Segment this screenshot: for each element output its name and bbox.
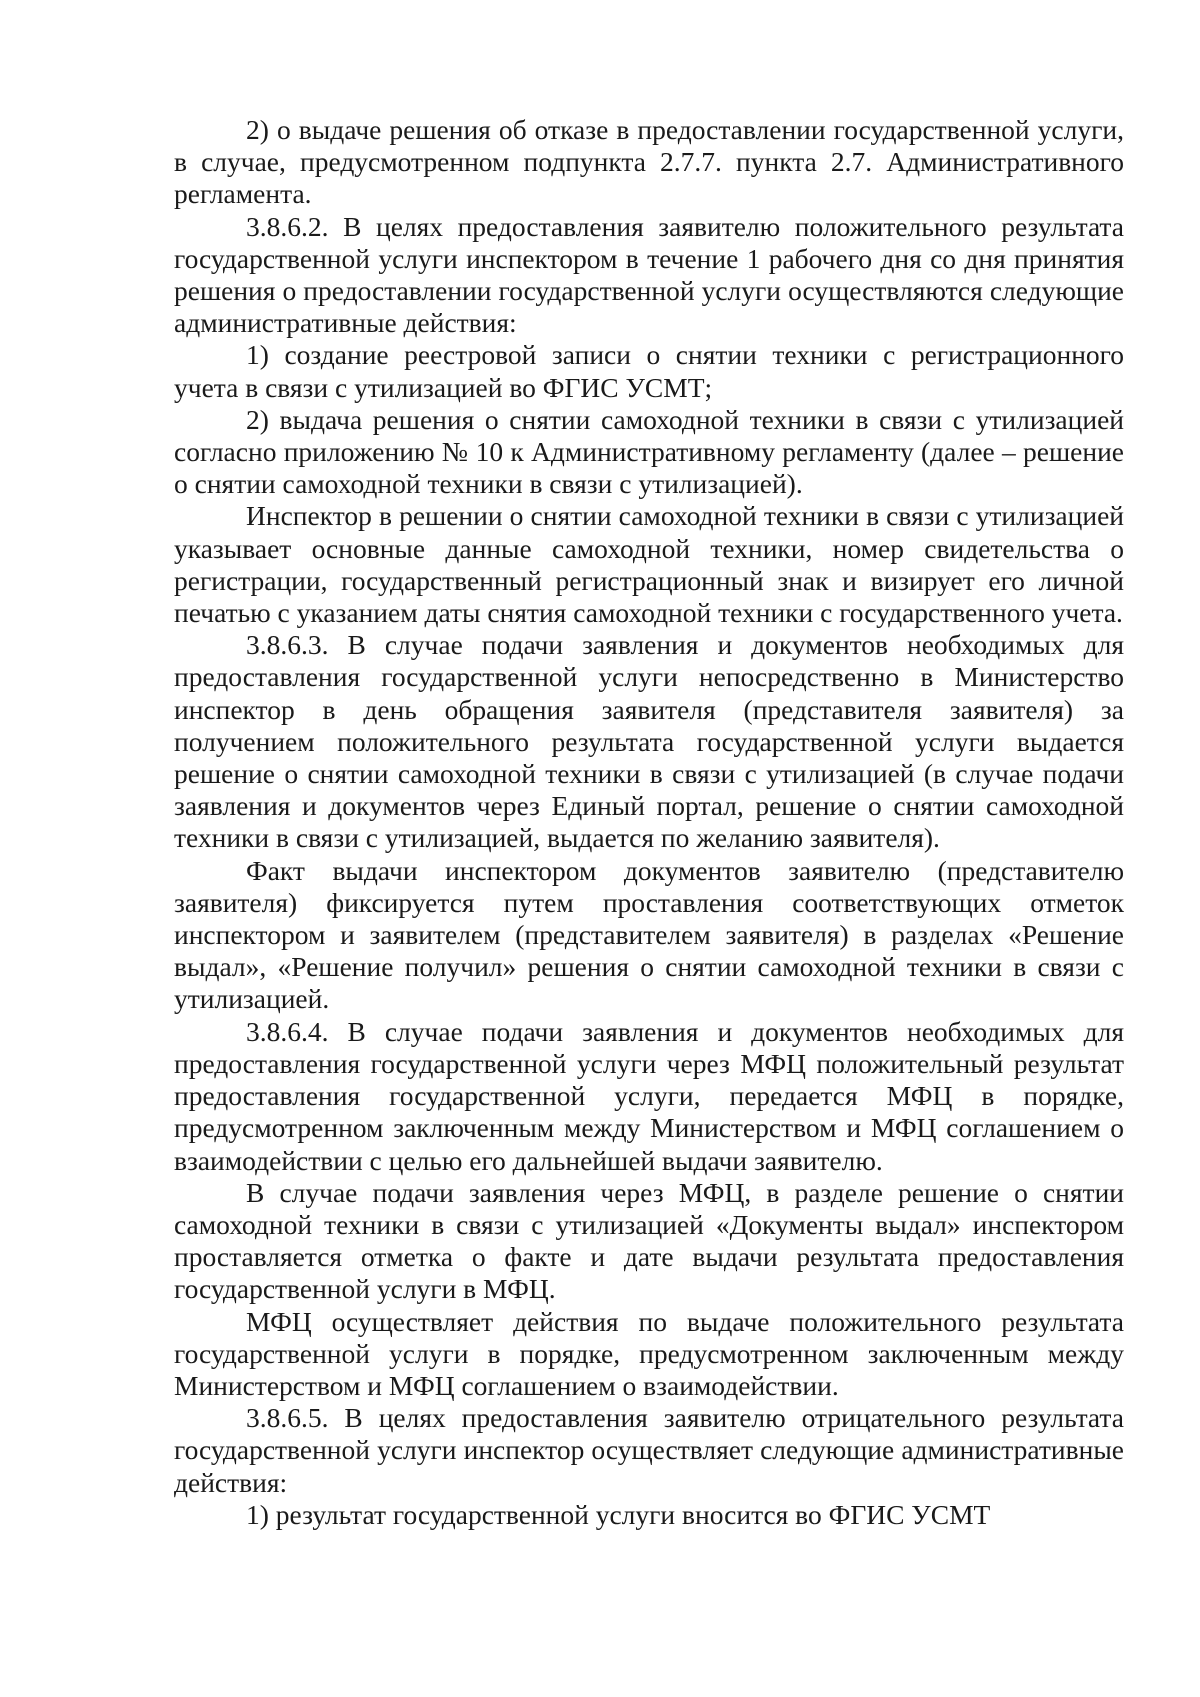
paragraph-3-8-6-4: 3.8.6.4. В случае подачи заявления и документов необходимых для предоставления государственной услуги через МФЦ положительный результат предоставления государственной услуги, передается МФЦ в порядке, предусмотренном заключенным между Министерством и МФЦ соглашением о взаимодействии с целью его дальнейшей выдачи заявителю. <box>174 1015 1124 1176</box>
paragraph-result-entry: 1) результат государственной услуги вносится во ФГИС УСМТ <box>246 1498 991 1530</box>
paragraph-issue-decision: 2) выдача решения о снятии самоходной техники в связи с утилизацией согласно приложению № 10 к Административному регламенту (далее – решение о снятии самоходной техники в связи с утилизацией). <box>174 403 1124 500</box>
paragraph-refusal-decision: 2) о выдаче решения об отказе в предоставлении государственной услуги, в случае, предусмотренном подпункта 2.7.7. пункта 2.7. Административного регламента. <box>174 114 1124 210</box>
paragraph-3-8-6-2: 3.8.6.2. В целях предоставления заявителю положительного результата государственной услуги инспектором в течение 1 рабочего дня со дня принятия решения о предоставлении государственной услуги осуществляются следующие административные действия: <box>174 210 1124 339</box>
paragraph-3-8-6-3: 3.8.6.3. В случае подачи заявления и документов необходимых для предоставления государственной услуги непосредственно в Министерство инспектор в день обращения заявителя (представителя заявителя) за получением положительного результата государственной услуги выдается решение о снятии самоходной техники в связи с утилизацией (в случае подачи заявления и документов через Единый портал, решение о снятии самоходной техники в связи с утилизацией, выдается по желанию заявителя). <box>174 629 1124 854</box>
document-page <box>174 114 1124 1531</box>
paragraph-inspector-decision: Инспектор в решении о снятии самоходной техники в связи с утилизацией указывает основные данные самоходной техники, номер свидетельства о регистрации, государственный регистрационный знак и визирует его личной печатью с указанием даты снятия самоходной техники с государственного учета. <box>174 500 1124 629</box>
paragraph-mfc-actions: МФЦ осуществляет действия по выдаче положительного результата государственной услуги в порядке, предусмотренном заключенным между Министерством и МФЦ соглашением о взаимодействии. <box>174 1305 1124 1401</box>
paragraph-mfc-submission: В случае подачи заявления через МФЦ, в разделе решение о снятии самоходной техники в связи с утилизацией «Документы выдал» инспектором проставляется отметка о факте и дате выдачи результата предоставления государственной услуги в МФЦ. <box>174 1176 1124 1305</box>
paragraph-issue-fact: Факт выдачи инспектором документов заявителю (представителю заявителя) фиксируется путем проставления соответствующих отметок инспектором и заявителем (представителем заявителя) в разделах «Решение выдал», «Решение получил» решения о снятии самоходной техники в связи с утилизацией. <box>174 854 1124 1015</box>
paragraph-registry-entry: 1) создание реестровой записи о снятии техники с регистрационного учета в связи с утилизацией во ФГИС УСМТ; <box>174 339 1124 403</box>
paragraph-3-8-6-5: 3.8.6.5. В целях предоставления заявителю отрицательного результата государственной услуги инспектор осуществляет следующие административные действия: <box>174 1402 1124 1498</box>
